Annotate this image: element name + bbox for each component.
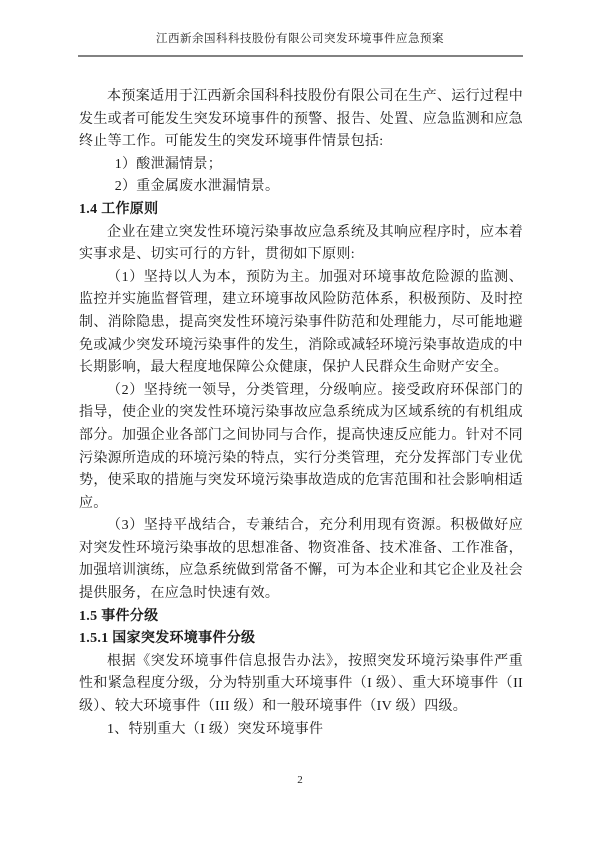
document-header-title: 江西新余国科科技股份有限公司突发环境事件应急预案: [156, 33, 444, 45]
page-number: 2: [297, 774, 303, 786]
paragraph: 根据《突发环境事件信息报告办法》，按照突发环境污染事件严重性和紧急程度分级，分为特别重大环境事件（I 级）、重大环境事件（II 级）、较大环境事件（III 级）和一般环境事件（IV 级）四级。: [79, 653, 523, 715]
paragraph: （2）坚持统一领导，分类管理，分级响应。接受政府环保部门的指导，使企业的突发性环境污染事故应急系统成为区域系统的有机组成部分。加强企业各部门之间协同与合作，提高快速反应能力。针对不同污染源所造成的环境污染的特点，实行分类管理，充分发挥部门专业优势，使采取的措施与突发环境污染事故造成的危害范围和社会影响相适应。: [79, 382, 523, 511]
list-item: 1）酸泄漏情景；: [114, 156, 223, 172]
header-rule: [78, 55, 523, 57]
paragraph: （3）坚持平战结合，专兼结合，充分利用现有资源。积极做好应对突发性环境污染事故的思想准备、物资准备、技术准备、工作准备，加强培训演练，应急系统做到常备不懈，可为本企业和其它企业及社会提供服务，在应急时快速有效。: [79, 518, 523, 602]
paragraph: 企业在建立突发性环境污染事故应急系统及其响应程序时，应本着实事求是、切实可行的方针，贯彻如下原则:: [79, 224, 523, 263]
document-body: [79, 86, 523, 741]
paragraph: 1、特别重大（I 级）突发环境事件: [107, 721, 324, 737]
paragraph: 本预案适用于江西新余国科科技股份有限公司在生产、运行过程中发生或者可能发生突发环境事件的预警、报告、处置、应急监测和应急终止等工作。可能发生的突发环境事件情景包括:: [79, 89, 523, 150]
paragraph: （1）坚持以人为本，预防为主。加强对环境事故危险源的监测、监控并实施监督管理，建立环境事故风险防范体系，积极预防、及时控制、消除隐患，提高突发性环境污染事件防范和处理能力，尽可能地避免或减少突发环境污染事件的发生，消除或减轻环境污染事故造成的中长期影响，最大程度地保障公众健康，保护人民群众生命财产安全。: [79, 269, 523, 376]
section-heading: 1.4 工作原则: [79, 201, 159, 217]
list-item: 2）重金属废水泄漏情景。: [114, 179, 280, 195]
section-heading: 1.5 事件分级: [79, 608, 159, 624]
section-heading: 1.5.1 国家突发环境事件分级: [79, 631, 256, 647]
